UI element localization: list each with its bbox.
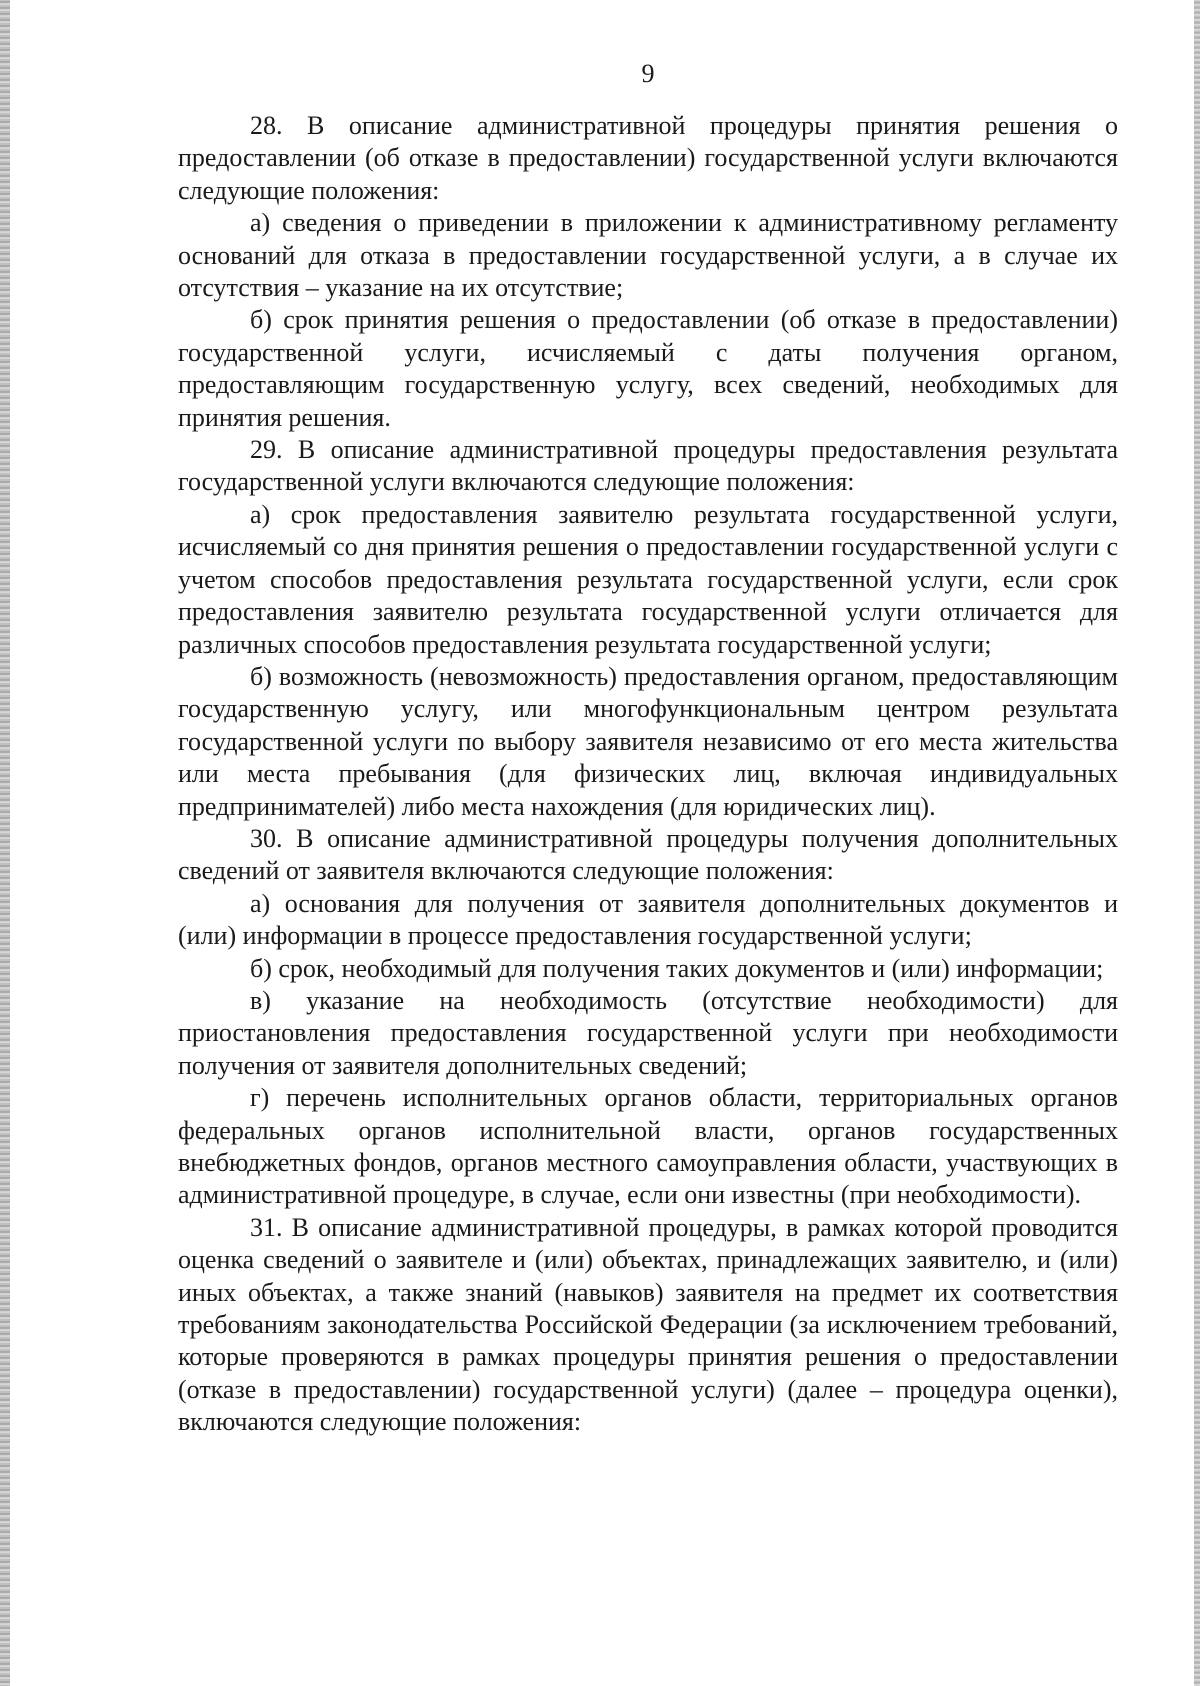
paragraph-28-b: б) срок принятия решения о предоставлении (об отказе в предоставлении) государственной услуги, исчисляемый с даты получения органом, предоставляющим государственную услугу, всех сведений, необходимых для принятия решения. <box>178 305 1118 432</box>
paragraph-30-v: в) указание на необходимость (отсутствие необходимости) для приостановления предоставления государственной услуги при необходимости получения от заявителя дополнительных сведений; <box>178 985 1118 1080</box>
document-page <box>178 58 1118 1439</box>
page-number: 9 <box>641 59 655 88</box>
paragraph-30-g: г) перечень исполнительных органов области, территориальных органов федеральных органов исполнительной власти, органов государственных внебюджетных фондов, органов местного самоуправления области, участвующих в административной процедуре, в случае, если они известны (при необходимости). <box>178 1083 1118 1210</box>
paragraph-28: 28. В описание административной процедуры принятия решения о предоставлении (об отказе в предоставлении) государственной услуги включаются следующие положения: <box>178 111 1118 205</box>
paragraph-29-a: а) срок предоставления заявителю результата государственной услуги, исчисляемый со дня принятия решения о предоставлении государственной услуги с учетом способов предоставления результата государственной услуги, если срок предоставления заявителю результата государственной услуги отличается для различных способов предоставления результата государственной услуги; <box>178 499 1118 659</box>
paragraph-28-a: а) сведения о приведении в приложении к административному регламенту оснований для отказа в предоставлении государственной услуги, а в случае их отсутствия – указание на их отсутствие; <box>178 208 1118 303</box>
paragraph-30-a: а) основания для получения от заявителя дополнительных документов и (или) информации в процессе предоставления государственной услуги; <box>178 888 1118 951</box>
paragraph-31: 31. В описание административной процедуры, в рамках которой проводится оценка сведений о заявителе и (или) объектах, принадлежащих заявителю, и (или) иных объектах, а также знаний (навыков) заявителя на предмет их соответствия требованиям законодательства Российской Федерации (за исключением требований, которые проверяются в рамках процедуры принятия решения о предоставлении (отказе в предоставлении) государственной услуги) (далее – процедура оценки), включаются следующие положения: <box>178 1212 1118 1437</box>
scan-edge-right <box>1194 0 1200 1686</box>
paragraph-30: 30. В описание административной процедуры получения дополнительных сведений от заявителя включаются следующие положения: <box>178 823 1118 886</box>
paragraph-29: 29. В описание административной процедуры предоставления результата государственной услуги включаются следующие положения: <box>178 435 1118 497</box>
paragraph-30-b: б) срок, необходимый для получения таких документов и (или) информации; <box>250 953 1104 983</box>
paragraph-29-b: б) возможность (невозможность) предоставления органом, предоставляющим государственную услугу, или многофункциональным центром результата государственной услуги по выбору заявителя независимо от его места жительства или места пребывания (для физических лиц, включая индивидуальных предпринимателей) либо места нахождения (для юридических лиц). <box>178 661 1118 821</box>
scan-edge-left <box>0 0 10 1686</box>
